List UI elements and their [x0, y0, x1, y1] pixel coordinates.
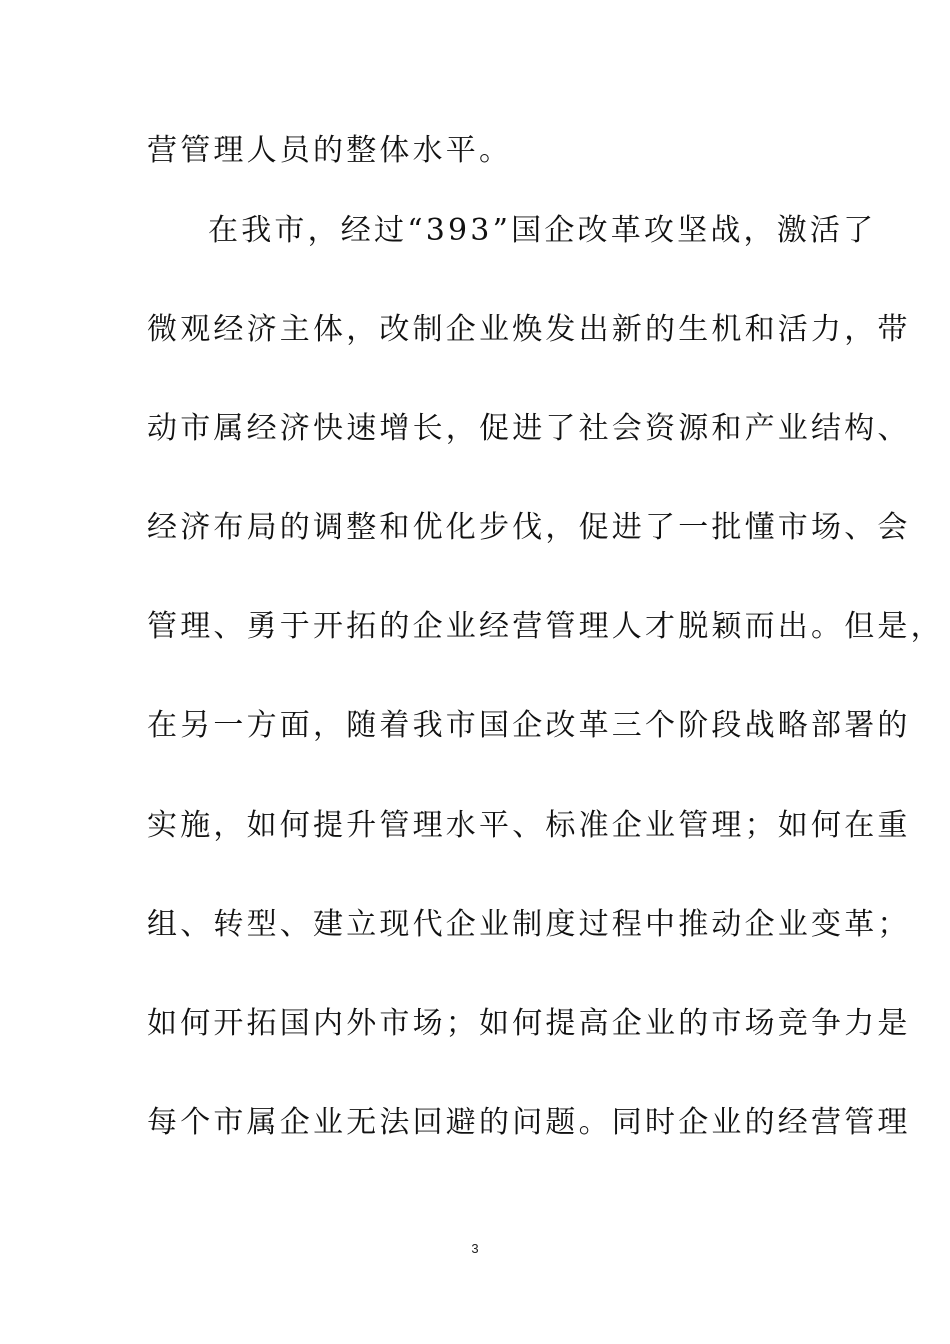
- text-line: 营管理人员的整体水平。: [147, 133, 513, 168]
- text-line: 管理、勇于开拓的企业经营管理人才脱颖而出。但是，: [147, 609, 944, 644]
- text-line: 动市属经济快速增长，促进了社会资源和产业结构、: [147, 411, 911, 446]
- text-line: 在另一方面，随着我市国企改革三个阶段战略部署的: [147, 708, 911, 743]
- text-line: 实施，如何提升管理水平、标准企业管理；如何在重: [147, 808, 911, 843]
- text-line: 经济布局的调整和优化步伐，促进了一批懂市场、会: [147, 510, 911, 545]
- page-number: 3: [471, 1241, 479, 1256]
- text-line: 每个市属企业无法回避的问题。同时企业的经营管理: [147, 1105, 911, 1140]
- text-line: 组、转型、建立现代企业制度过程中推动企业变革；: [147, 907, 911, 942]
- paragraph-first-line: 在我市，经过“393”国企改革攻坚战，激活了: [208, 213, 877, 248]
- text-line: 如何开拓国内外市场；如何提高企业的市场竞争力是: [147, 1006, 911, 1041]
- text-line: 微观经济主体，改制企业焕发出新的生机和活力，带: [147, 312, 911, 347]
